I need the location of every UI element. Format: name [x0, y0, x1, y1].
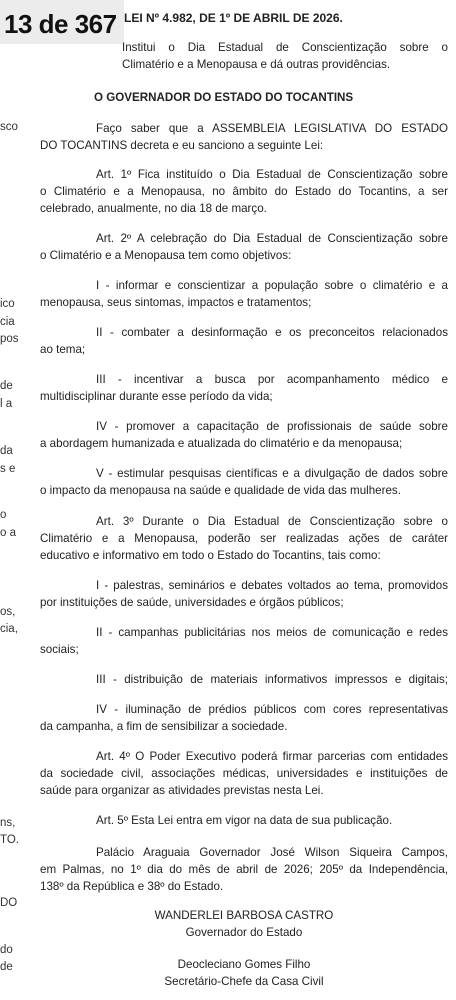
art2-item-line: V - estimular pesquisas científicas e a divulgação de dados sobre [96, 467, 448, 480]
art3-item-line: II - campanhas publicitárias nos meios de comunicação e redes [96, 626, 448, 639]
closing-line: em Palmas, no 1º dia do mês de abril de 2026; 205º da Independência, [40, 863, 448, 876]
intro-line: DO TOCANTINS decreta e eu sanciono a seguinte Lei: [40, 139, 324, 152]
art2-item-line: ao tema; [40, 343, 86, 356]
art3-item-line: por instituições de saúde, universidades e órgãos públicos; [40, 596, 344, 609]
art2-item-line: o impacto da menopausa na saúde e qualidade de vida das mulheres. [40, 484, 401, 497]
left-fragment: l a [0, 398, 13, 410]
left-fragment: ns, [0, 817, 16, 829]
left-fragment: o [0, 509, 7, 521]
closing-line: Palácio Araguaia Governador José Wilson Siqueira Campos, [96, 846, 448, 859]
art3-line: Climatério e a Menopausa, poderão ser realizadas ações de caráter [40, 532, 448, 545]
left-fragment: cia, [0, 623, 18, 635]
signature-name: WANDERLEI BARBOSA CASTRO [154, 909, 334, 922]
art2-item-line: III - incentivar a busca por acompanhamento médico e [96, 373, 448, 386]
left-fragment: sco [0, 121, 18, 133]
art2-item-line: I - informar e conscientizar a população sobre o climatério e a [96, 279, 448, 292]
art3-item-line: sociais; [40, 643, 79, 656]
signature-role: Governador do Estado [185, 926, 303, 939]
governor-heading: O GOVERNADOR DO ESTADO DO TOCANTINS [94, 91, 354, 104]
art4-line: saúde para organizar as atividades previstas nesta Lei. [40, 784, 324, 797]
art3-line: Art. 3º Durante o Dia Estadual de Conscientização sobre o [96, 515, 448, 528]
left-fragment: pos [0, 333, 19, 345]
art3-item-line: III - distribuição de materiais informativos impressos e digitais; [96, 673, 448, 686]
art2-line: Art. 2º A celebração do Dia Estadual de Conscientização sobre [96, 232, 448, 245]
left-fragment: cia [0, 316, 15, 328]
art2-item-line: II - combater a desinformação e os preconceitos relacionados [96, 326, 448, 339]
left-fragment: os, [0, 606, 16, 618]
left-fragment: de [0, 961, 13, 973]
art2-item-line: multidisciplinar durante esse período da vida; [40, 390, 273, 403]
art3-item-line: da campanha, a fim de sensibilizar a sociedade. [40, 720, 288, 733]
signature-name: Deocleciano Gomes Filho [177, 958, 311, 971]
art4-line: Art. 4º O Poder Executivo poderá firmar parcerias com entidades [96, 750, 448, 763]
left-fragment: do [0, 944, 13, 956]
art3-line: educativo e informativo em todo o Estado do Tocantins, tais como: [40, 549, 381, 562]
intro-line: Faço saber que a ASSEMBLEIA LEGISLATIVA DO ESTADO [96, 122, 448, 135]
left-fragment: da [0, 445, 13, 457]
art2-item-line: a abordagem humanizada e atualizada do climatério e da menopausa; [40, 437, 403, 450]
art5-line: Art. 5º Esta Lei entra em vigor na data de sua publicação. [96, 814, 393, 827]
left-fragment: o a [0, 527, 16, 539]
art2-item-line: IV - promover a capacitação de profissionais de saúde sobre [96, 420, 448, 433]
art1-line: celebrado, anualmente, no dia 18 de março. [40, 202, 267, 215]
signature-role: Secretário-Chefe da Casa Civil [164, 975, 324, 988]
left-fragment: TO. [0, 834, 19, 846]
art2-item-line: menopausa, seus sintomas, impactos e tratamentos; [40, 296, 312, 309]
art3-item-line: I - palestras, seminários e debates voltados ao tema, promovidos [96, 579, 448, 592]
art3-item-line: IV - iluminação de prédios públicos com cores representativas [96, 703, 448, 716]
law-title: LEI Nº 4.982, DE 1º DE ABRIL DE 2026. [124, 11, 343, 25]
left-fragment: DO [0, 897, 18, 909]
art1-line: Art. 1º Fica instituído o Dia Estadual de Conscientização sobre [96, 168, 448, 181]
art1-line: o Climatério e a Menopausa, no âmbito do Estado do Tocantins, a ser [40, 185, 448, 198]
left-fragment: s e [0, 463, 16, 475]
art4-line: da sociedade civil, associações médicas, universidades e instituições de [40, 767, 448, 780]
page-indicator: 13 de 367 [4, 9, 117, 39]
left-fragment: ico [0, 298, 15, 310]
art2-line: o Climatério e a Menopausa tem como objetivos: [40, 249, 292, 262]
left-fragment: de [0, 380, 13, 392]
ementa-line: Institui o Dia Estadual de Conscientização sobre o [122, 41, 448, 54]
closing-line: 138º da República e 38º do Estado. [40, 880, 224, 893]
left-column-fragments [0, 0, 30, 1000]
ementa-line: Climatério e a Menopausa e dá outras providências. [122, 58, 391, 71]
